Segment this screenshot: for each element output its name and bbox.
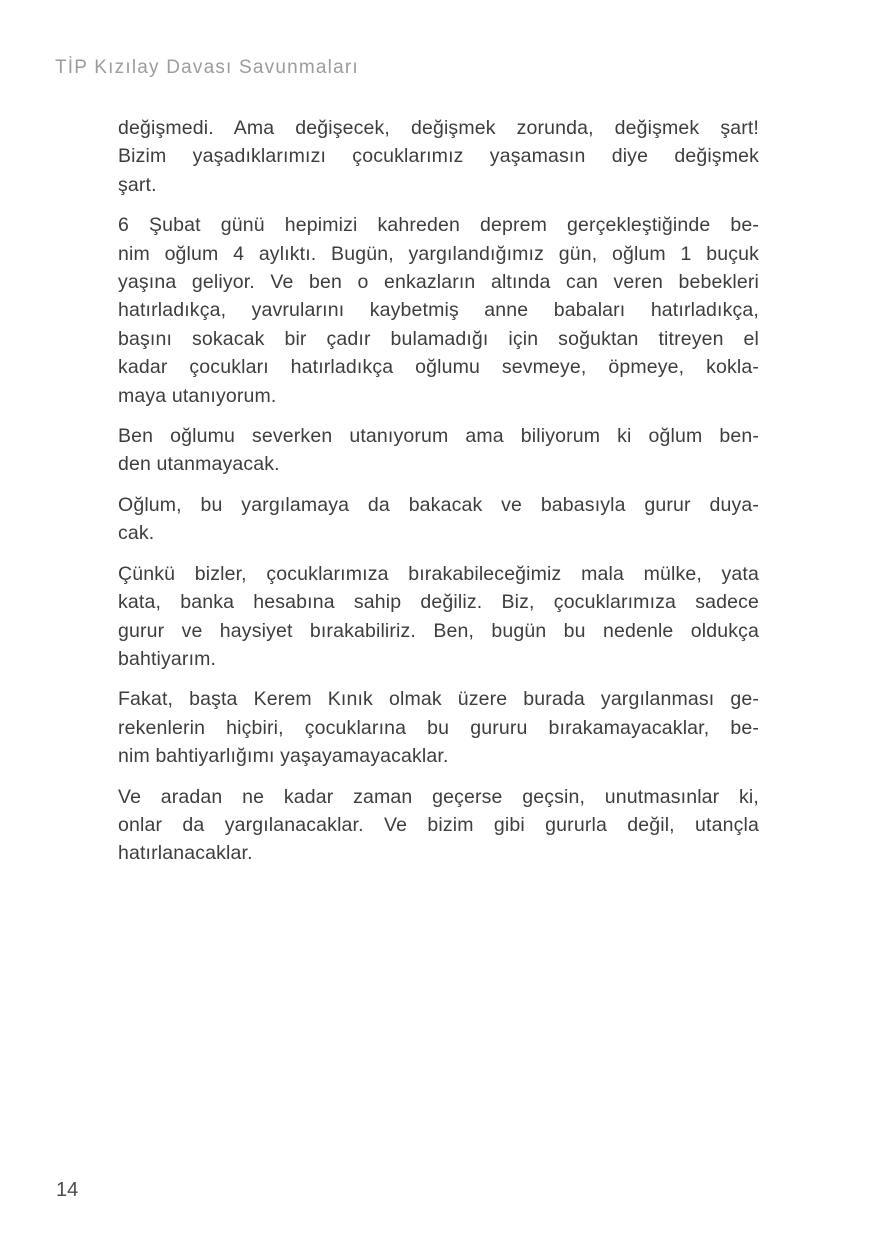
text-line: Fakat, başta Kerem Kınık olmak üzere burada yargılanması ge-: [118, 688, 759, 711]
text-line: Ben oğlumu severken utanıyorum ama biliyorum ki oğlum ben-: [118, 425, 759, 448]
body-text: [118, 114, 759, 880]
text-line: den utanmayacak.: [118, 453, 280, 476]
text-line: bahtiyarım.: [118, 647, 217, 670]
text-line: değişmedi. Ama değişecek, değişmek zorunda, değişmek şart!: [118, 117, 759, 139]
text-line: Ve aradan ne kadar zaman geçerse geçsin, unutmasınlar ki,: [118, 785, 759, 808]
paragraph: [118, 114, 759, 199]
text-line: yaşına geliyor. Ve ben o enkazların altında can veren bebekleri: [118, 271, 759, 294]
paragraph: [118, 422, 759, 479]
text-line: şart.: [118, 173, 157, 196]
text-line: kadar çocukları hatırladıkça oğlumu sevmeye, öpmeye, kokla-: [118, 356, 759, 379]
text-line: kata, banka hesabına sahip değiliz. Biz, çocuklarımıza sadece: [118, 591, 759, 614]
text-line: nim bahtiyarlığımı yaşayamayacaklar.: [118, 745, 449, 768]
text-line: başını sokacak bir çadır bulamadığı için soğuktan titreyen el: [118, 327, 759, 350]
text-line: gurur ve haysiyet bırakabiliriz. Ben, bugün bu nedenle oldukça: [118, 619, 759, 642]
running-header: TİP Kızılay Davası Savunmaları: [55, 57, 359, 78]
text-line: Oğlum, bu yargılamaya da bakacak ve babasıyla gurur duya-: [118, 493, 759, 516]
page-number: 14: [56, 1179, 79, 1201]
paragraph: [118, 560, 759, 674]
text-line: onlar da yargılanacaklar. Ve bizim gibi gururla değil, utançla: [118, 813, 759, 836]
text-line: maya utanıyorum.: [118, 384, 277, 407]
text-line: Çünkü bizler, çocuklarımıza bırakabileceğimiz mala mülke, yata: [118, 562, 759, 585]
paragraph: [118, 685, 759, 770]
paragraph: [118, 783, 759, 868]
text-line: rekenlerin hiçbiri, çocuklarına bu gururu bırakamayacaklar, be-: [118, 716, 759, 739]
text-line: Bizim yaşadıklarımızı çocuklarımız yaşamasın diye değişmek: [118, 145, 759, 168]
text-line: 6 Şubat günü hepimizi kahreden deprem gerçekleştiğinde be-: [118, 214, 759, 237]
paragraph: [118, 211, 759, 410]
text-line: hatırladıkça, yavrularını kaybetmiş anne babaları hatırladıkça,: [118, 299, 759, 322]
paragraph: [118, 491, 759, 548]
text-line: hatırlanacaklar.: [118, 842, 253, 865]
text-line: cak.: [118, 522, 155, 545]
text-line: nim oğlum 4 aylıktı. Bugün, yargılandığımız gün, oğlum 1 buçuk: [118, 242, 759, 265]
